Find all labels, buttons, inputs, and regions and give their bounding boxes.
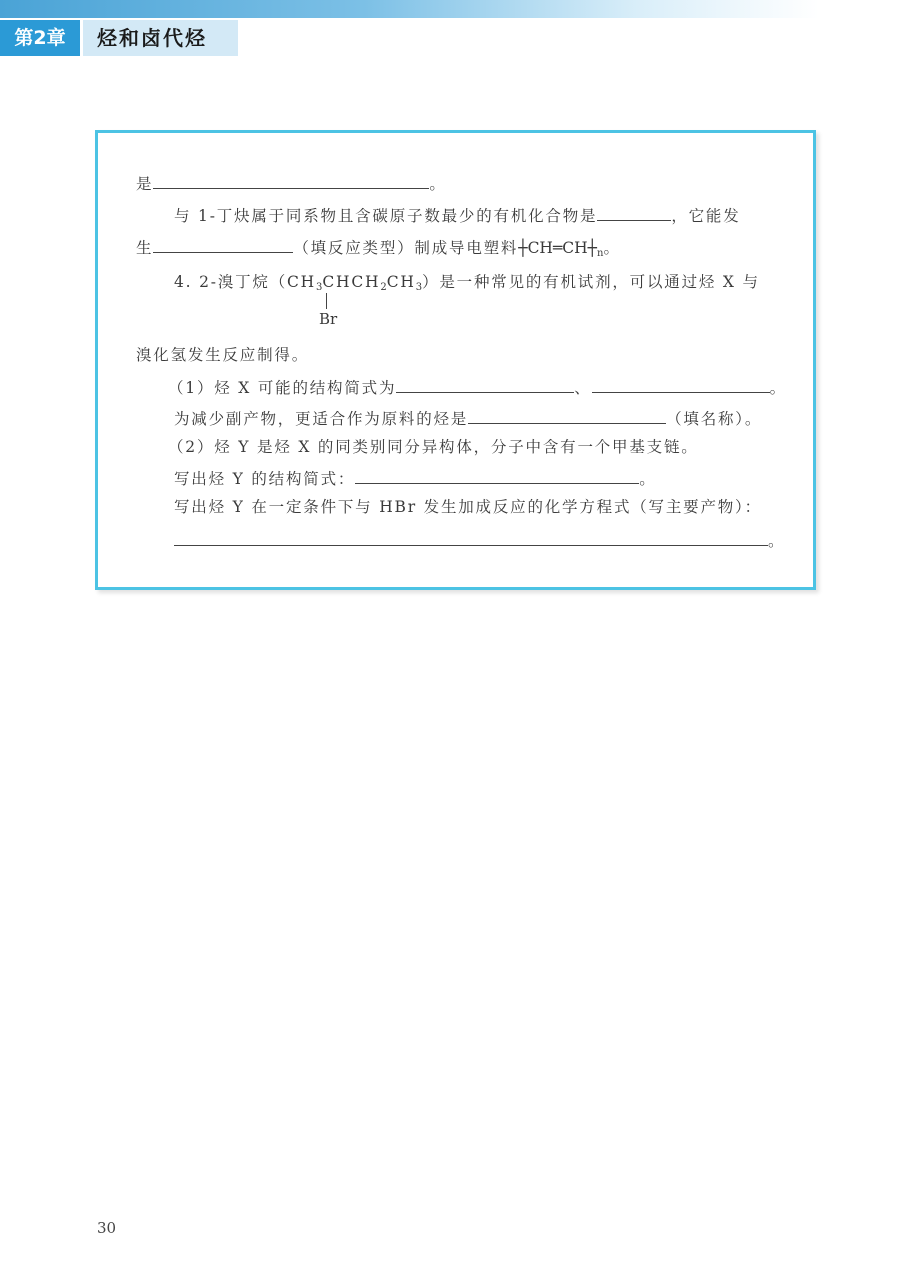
answer-blank[interactable] <box>355 467 639 484</box>
line-reaction-type: 生 （填反应类型）制成导电塑料$┼CH═CH┼_n$。 <box>136 236 621 264</box>
answer-blank[interactable] <box>174 529 768 546</box>
line-hbr-reaction: 溴化氢发生反应制得。 <box>136 346 310 364</box>
answer-blank[interactable] <box>597 204 671 221</box>
bond-line <box>326 293 327 309</box>
answer-blank[interactable] <box>153 236 293 253</box>
line-part-1: （1）烃 X 可能的结构简式为 、 。 <box>168 376 787 398</box>
line-homolog-question: 与 1-丁炔属于同系物且含碳原子数最少的有机化合物是 ，它能发 <box>174 204 741 226</box>
line-part-1b: 为减少副产物，更适合作为原料的烃是 （填名称）。 <box>174 407 762 429</box>
bromine-label: Br <box>319 310 338 328</box>
answer-blank[interactable] <box>468 407 666 424</box>
line-part-2: （2）烃 Y 是烃 X 的同类别同分异构体，分子中含有一个甲基支链。 <box>168 438 699 456</box>
line-question-4: 4. 2-溴丁烷$(CH_3CHCH_2CH_3)$是一种常见的有机试剂，可以通过烃 X 与 <box>174 273 760 293</box>
answer-blank[interactable] <box>396 376 574 393</box>
answer-blank[interactable] <box>592 376 770 393</box>
polymer-formula: $┼CH═CH┼_n$ <box>518 239 604 259</box>
line-answer-1: 是 。 <box>136 172 447 194</box>
line-part-2d: 。 <box>174 529 785 551</box>
line-part-2b: 写出烃 Y 的结构简式： 。 <box>174 467 657 489</box>
header-gradient-strip <box>0 0 910 18</box>
line-part-2c: 写出烃 Y 在一定条件下与 HBr 发生加成反应的化学方程式（写主要产物）： <box>174 498 762 516</box>
chapter-number-tab: 第2章 <box>0 20 80 56</box>
answer-blank[interactable] <box>153 172 429 189</box>
page-number: 30 <box>97 1219 117 1237</box>
chapter-title: 烃和卤代烃 <box>83 20 238 56</box>
